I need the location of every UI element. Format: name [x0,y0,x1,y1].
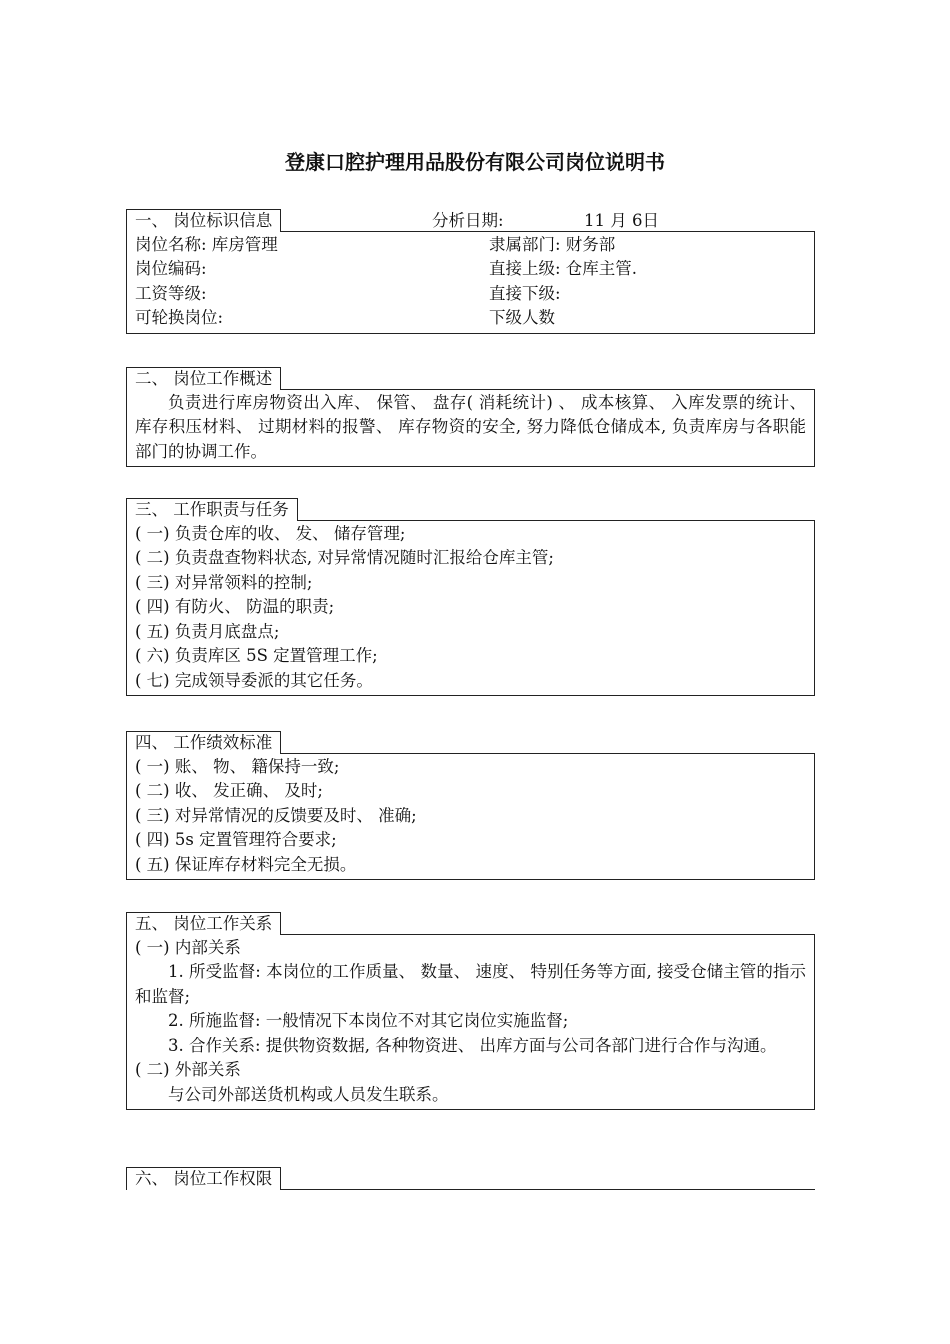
section-heading: 二、 岗位工作概述 [126,367,281,390]
internal-relation-2: 2. 所施监督: 一般情况下本岗位不对其它岗位实施监督; [168,1011,569,1030]
list-item: ( 三) 对异常情况的反馈要及时、 准确; [135,805,417,825]
list-item: ( 一) 负责仓库的收、 发、 储存管理; [135,523,406,543]
list-item: ( 二) 收、 发正确、 及时; [135,781,323,800]
external-relation-1: 与公司外部送货机构或人员发生联系。 [168,1084,449,1104]
section-relationships [126,912,815,1110]
section-heading: 五、 岗位工作关系 [126,912,281,935]
subordinate-count: 下级人数 [489,308,555,327]
list-item: ( 五) 负责月底盘点; [135,621,280,641]
analysis-date-label: 分析日期: [432,211,504,230]
list-item: ( 五) 保证库存材料完全无损。 [135,854,357,874]
section-duties [126,498,815,696]
list-item: ( 四) 有防火、 防温的职责; [135,597,335,616]
list-item: ( 二) 负责盘查物料状态, 对异常情况随时汇报给仓库主管; [135,548,554,567]
internal-relations-heading: ( 一) 内部关系 [135,937,241,957]
list-item: ( 一) 账、 物、 籍保持一致; [135,756,340,776]
internal-relation-1: 1. 所受监督: 本岗位的工作质量、 数量、 速度、 特别任务等方面, 接受仓储主管的指示和监督; [135,962,806,1006]
section-identification [126,209,815,334]
section-overview [126,367,815,467]
section-performance [126,731,815,880]
list-item: ( 三) 对异常领料的控制; [135,572,313,592]
analysis-date-value: 11 月 6日 [584,211,659,230]
direct-subordinate: 直接下级: [489,283,561,303]
position-code: 岗位编码: [135,259,207,278]
rotatable-position: 可轮换岗位: [135,308,224,327]
document-title: 登康口腔护理用品股份有限公司岗位说明书 [285,150,665,174]
external-relations-heading: ( 二) 外部关系 [135,1060,241,1079]
internal-relation-3: 3. 合作关系: 提供物资数据, 各种物资进、 出库方面与公司各部门进行合作与沟通。 [168,1035,777,1055]
list-item: ( 四) 5s 定置管理符合要求; [135,830,337,849]
salary-grade: 工资等级: [135,283,207,303]
list-item: ( 六) 负责库区 5S 定置管理工作; [135,646,378,665]
section-authority [126,1167,815,1190]
position-name: 岗位名称: 库房管理 [135,234,278,254]
list-item: ( 七) 完成领导委派的其它任务。 [135,670,373,690]
overview-text: 负责进行库房物资出入库、 保管、 盘存( 消耗统计) 、 成本核算、 入库发票的统计、 库存积压材料、 过期材料的报警、 库存物资的安全, 努力降低仓储成本, 负责库房与各职能部门的协调工作。 [135,392,806,461]
section-heading: 三、 工作职责与任务 [126,498,298,521]
direct-superior: 直接上级: 仓库主管. [489,259,638,278]
section-heading: 一、 岗位标识信息 [126,209,281,232]
department: 隶属部门: 财务部 [489,234,616,254]
section-heading: 六、 岗位工作权限 [126,1167,281,1190]
section-heading: 四、 工作绩效标准 [126,731,281,754]
